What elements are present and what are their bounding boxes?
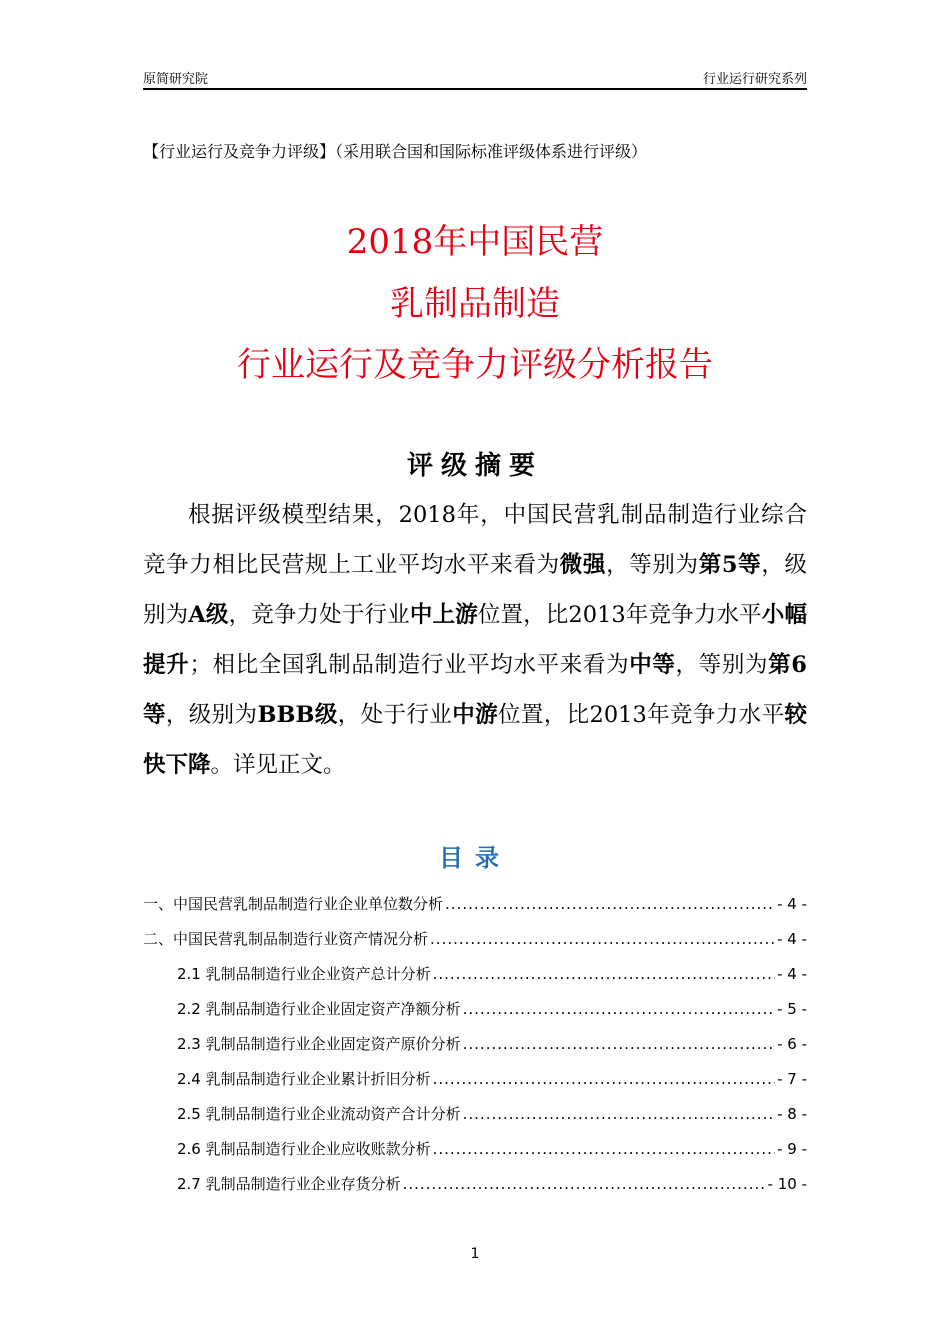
toc-leader-dots [433, 1132, 775, 1167]
summary-emphasis: 中游 [452, 702, 498, 728]
toc-leader-dots [463, 1097, 775, 1132]
summary-emphasis: BBB级 [257, 702, 338, 728]
toc-item-label: 2.3 乳制品制造行业企业固定资产原价分析 [177, 1035, 461, 1053]
toc-item-label: 2.6 乳制品制造行业企业应收账款分析 [177, 1140, 431, 1158]
summary-paragraph [143, 490, 807, 790]
toc-heading: 目录 [439, 844, 511, 872]
toc-subitem[interactable] [143, 1027, 807, 1062]
toc-subitem[interactable] [143, 1097, 807, 1132]
summary-text: ，竞争力处于行业 [228, 602, 410, 628]
toc-item-label: 2.1 乳制品制造行业企业资产总计分析 [177, 965, 431, 983]
toc-item-page: - 5 - [777, 1000, 807, 1018]
summary-text: ，级别为 [165, 702, 258, 728]
summary-emphasis: 第5等 [698, 552, 762, 578]
report-tagline: 【行业运行及竞争力评级】（采用联合国和国际标准评级体系进行评级） [143, 142, 648, 161]
toc-item[interactable] [143, 887, 807, 922]
summary-emphasis: 较快下降 [143, 702, 807, 778]
summary-emphasis: 微强 [559, 552, 607, 578]
toc-item-page: - 4 - [777, 895, 807, 913]
toc-leader-dots [463, 1027, 775, 1062]
summary-text: ，等别为 [606, 552, 699, 578]
toc-leader-dots [433, 1062, 775, 1097]
page-number: 1 [470, 1246, 480, 1262]
toc-item-page: - 7 - [777, 1070, 807, 1088]
summary-emphasis: 中等 [629, 652, 676, 678]
toc-leader-dots [430, 922, 775, 957]
toc-subitem[interactable] [143, 1062, 807, 1097]
toc-item-label: 2.5 乳制品制造行业企业流动资产合计分析 [177, 1105, 461, 1123]
summary-text: 位置，比2013年竞争力水平 [477, 602, 762, 628]
toc-item[interactable] [143, 922, 807, 957]
toc-item-page: - 10 - [767, 1175, 807, 1193]
toc-item-page: - 9 - [777, 1140, 807, 1158]
report-title-line-1: 2018年中国民营 [346, 222, 604, 262]
toc-leader-dots [403, 1167, 766, 1202]
toc-leader-dots [463, 992, 775, 1027]
toc-leader-dots [445, 887, 775, 922]
toc-leader-dots [433, 957, 775, 992]
summary-text: ，处于行业 [337, 702, 453, 728]
toc-item-label: 2.2 乳制品制造行业企业固定资产净额分析 [177, 1000, 461, 1018]
report-title-line-2: 乳制品制造 [390, 284, 560, 324]
summary-text: 。详见正文。 [210, 752, 346, 778]
page-header [143, 66, 807, 90]
summary-text: ，级别为 [143, 552, 807, 628]
toc-item-page: - 4 - [777, 930, 807, 948]
header-series-name: 行业运行研究系列 [702, 72, 807, 87]
toc-item-page: - 6 - [777, 1035, 807, 1053]
toc-subitem[interactable] [143, 957, 807, 992]
summary-heading: 评级摘要 [406, 451, 543, 481]
toc-item-label: 2.4 乳制品制造行业企业累计折旧分析 [177, 1070, 431, 1088]
summary-emphasis: 第6等 [143, 652, 807, 728]
summary-text: 位置，比2013年竞争力水平 [497, 702, 785, 728]
toc-subitem[interactable] [143, 1167, 807, 1202]
toc-item-label: 二、中国民营乳制品制造行业资产情况分析 [143, 930, 429, 948]
summary-text: ，等别为 [675, 652, 769, 678]
toc-subitem[interactable] [143, 992, 807, 1027]
toc-item-label: 一、中国民营乳制品制造行业企业单位数分析 [143, 895, 444, 913]
report-title-line-3: 行业运行及竞争力评级分析报告 [237, 345, 713, 385]
summary-text: ；相比全国乳制品制造行业平均水平来看为 [189, 652, 630, 678]
toc-subitem[interactable] [143, 1132, 807, 1167]
toc-item-label: 2.7 乳制品制造行业企业存货分析 [177, 1175, 401, 1193]
summary-text: 根据评级模型结果，2018年，中国民营乳制品制造行业综合竞争力相比民营规上工业平均水平来看为 [143, 502, 807, 578]
table-of-contents [143, 887, 807, 1202]
toc-item-page: - 8 - [777, 1105, 807, 1123]
summary-emphasis: 中上游 [409, 602, 478, 628]
summary-emphasis: A级 [188, 602, 229, 628]
summary-emphasis: 小幅提升 [143, 602, 807, 678]
toc-item-page: - 4 - [777, 965, 807, 983]
header-org-name: 原简研究院 [143, 72, 209, 87]
